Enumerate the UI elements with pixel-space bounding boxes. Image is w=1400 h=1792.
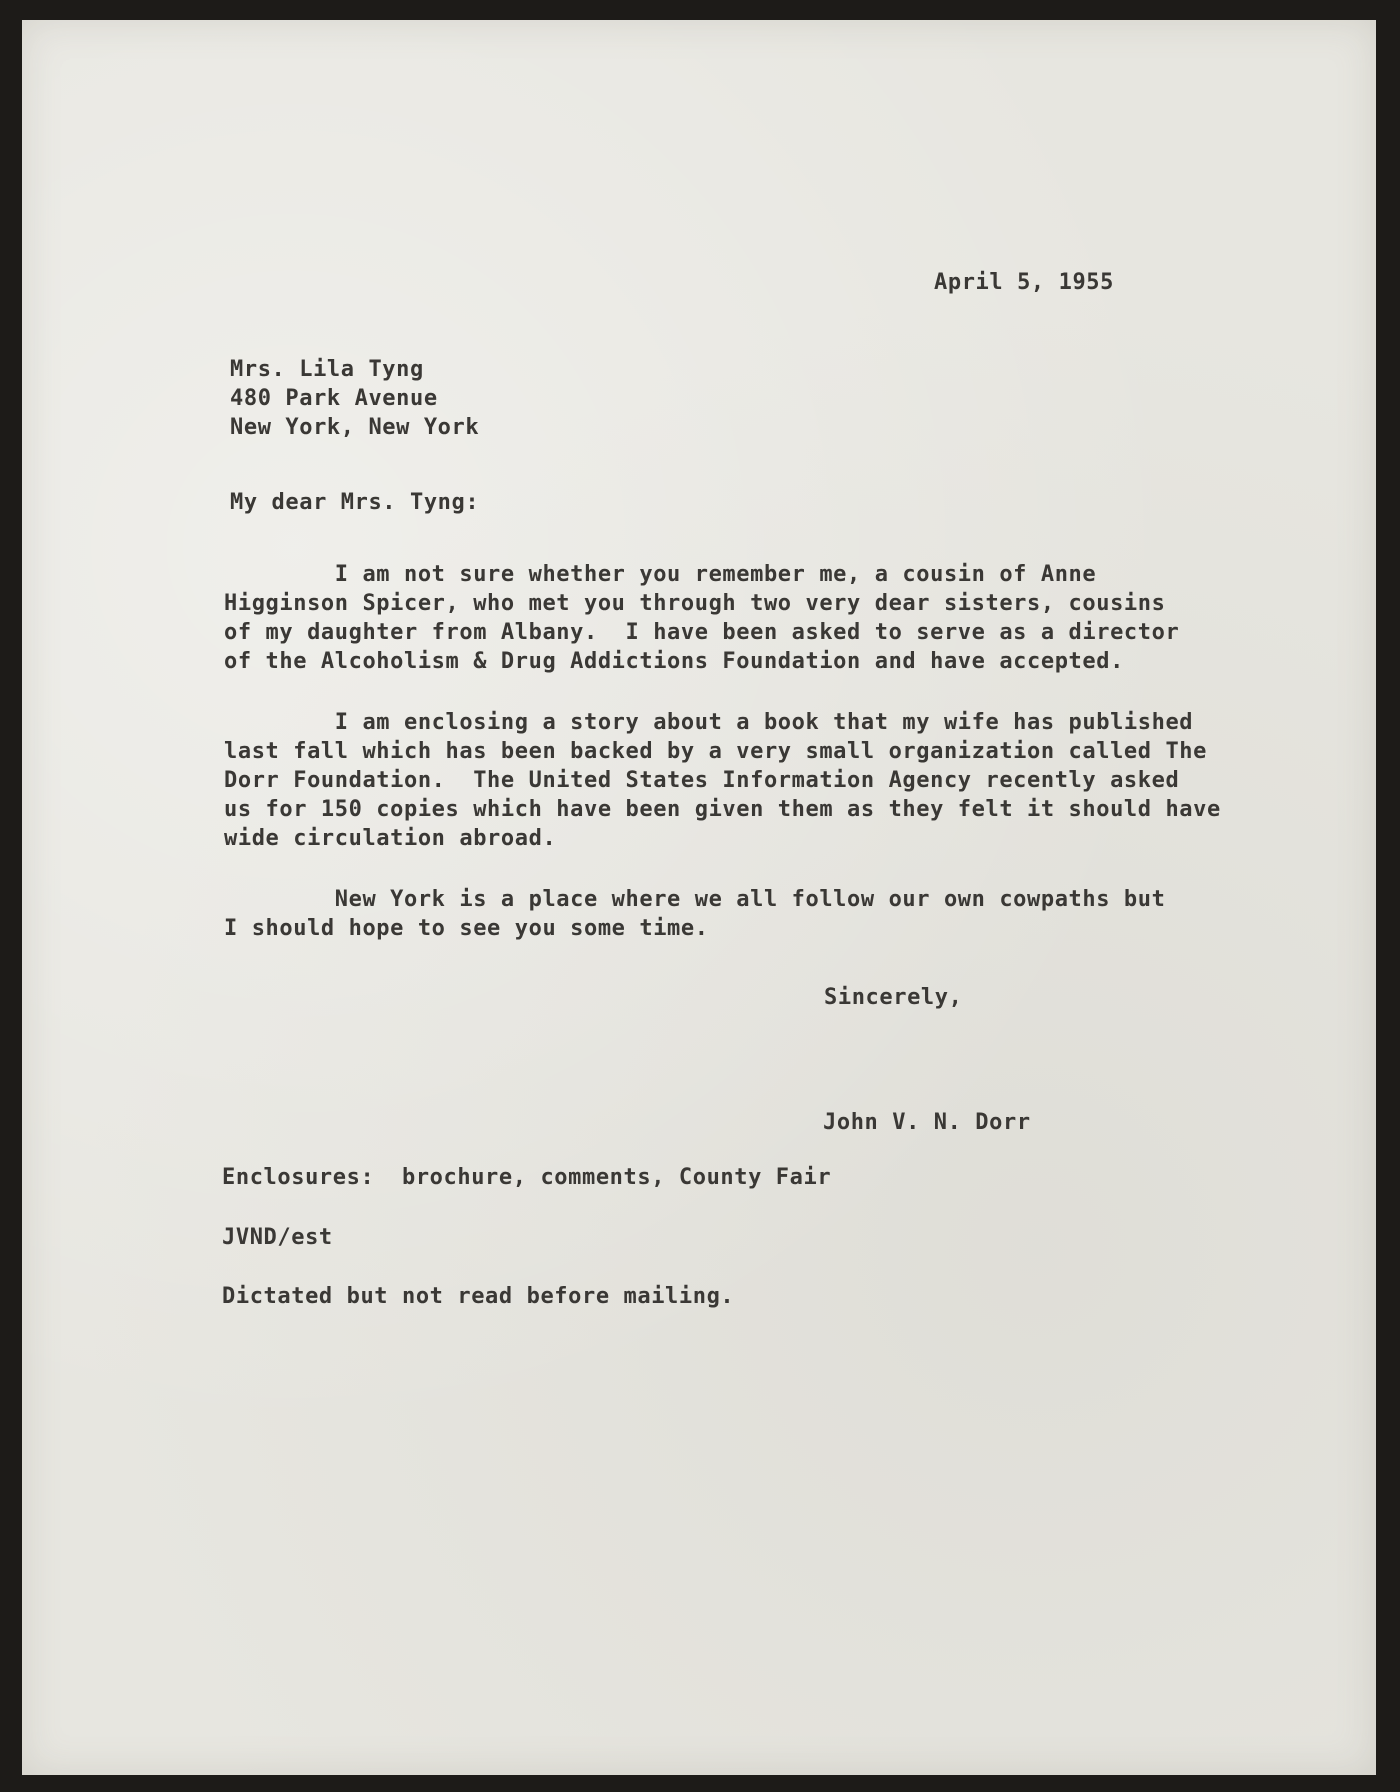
paragraph-line: of my daughter from Albany. I have been asked to serve as a director	[224, 620, 1180, 645]
reference-initials: JVND/est	[222, 1225, 333, 1250]
paragraph-line: Dorr Foundation. The United States Information Agency recently asked	[224, 768, 1180, 793]
recipient-address	[230, 355, 479, 442]
recipient-street: 480 Park Avenue	[230, 386, 438, 411]
enclosures-line: Enclosures: brochure, comments, County Fair	[222, 1165, 832, 1190]
paragraph-line: us for 150 copies which have been given them as they felt it should have	[224, 797, 1221, 822]
paragraph-line: I should hope to see you some time.	[224, 916, 709, 941]
body-paragraph-2	[224, 708, 1221, 853]
paragraph-line: of the Alcoholism & Drug Addictions Foundation and have accepted.	[224, 649, 1124, 674]
recipient-city: New York, New York	[230, 415, 480, 440]
paragraph-line: Higginson Spicer, who met you through two very dear sisters, cousins	[224, 591, 1166, 616]
letter-date: April 5, 1955	[934, 270, 1114, 295]
mailing-note: Dictated but not read before mailing.	[222, 1284, 735, 1309]
signer-name: John V. N. Dorr	[823, 1110, 1031, 1135]
body-paragraph-1	[224, 560, 1179, 676]
salutation: My dear Mrs. Tyng:	[230, 490, 480, 515]
recipient-name: Mrs. Lila Tyng	[230, 357, 424, 382]
paragraph-line: New York is a place where we all follow our own cowpaths but	[224, 887, 1166, 912]
paragraph-line: last fall which has been backed by a very small organization called The	[224, 739, 1208, 764]
paragraph-line: wide circulation abroad.	[224, 826, 557, 851]
letter-page	[22, 20, 1376, 1775]
closing: Sincerely,	[824, 985, 963, 1010]
body-paragraph-3	[224, 885, 1165, 943]
paragraph-line: I am not sure whether you remember me, a cousin of Anne	[224, 562, 1097, 587]
paragraph-line: I am enclosing a story about a book that my wife has published	[224, 710, 1194, 735]
